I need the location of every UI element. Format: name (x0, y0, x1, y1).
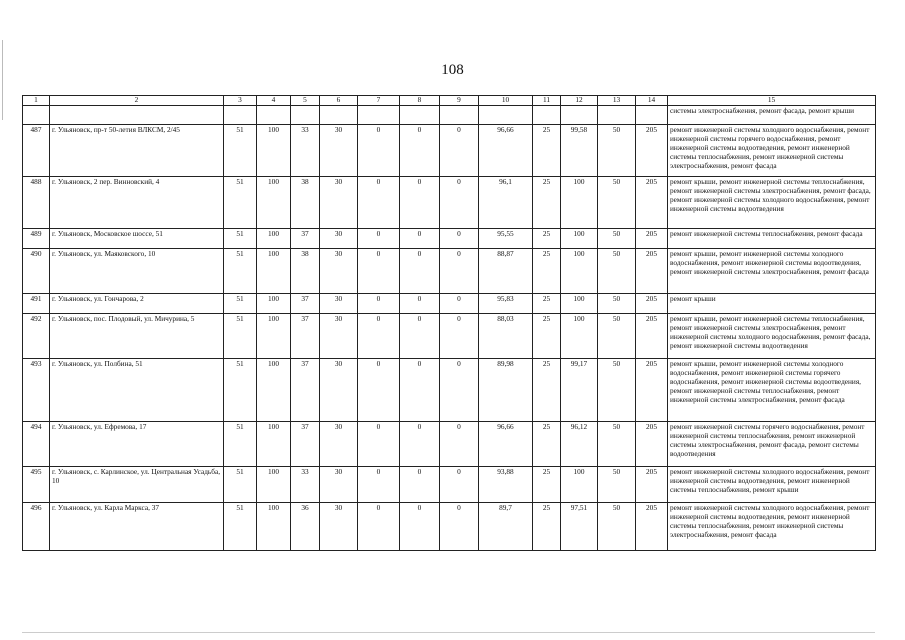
cell-col-4: 100 (257, 314, 291, 359)
cell-col-5: 38 (291, 249, 320, 294)
cell-row-number: 491 (23, 294, 50, 314)
cell-col-9: 0 (440, 125, 479, 177)
cell-col-3: 51 (224, 359, 257, 422)
cell-col-10: 88,03 (479, 314, 533, 359)
cell-col-14: 205 (636, 422, 668, 467)
cell-col-13: 50 (598, 125, 636, 177)
cell-col-9 (440, 106, 479, 125)
cell-col-5: 33 (291, 467, 320, 503)
cell-address: г. Ульяновск, пос. Плодовый, ул. Мичурина, 5 (50, 314, 224, 359)
table-row (23, 125, 876, 177)
cell-col-6: 30 (320, 503, 358, 551)
cell-address (50, 106, 224, 125)
cell-col-7: 0 (358, 359, 400, 422)
cell-col-3: 51 (224, 467, 257, 503)
cell-address: г. Ульяновск, ул. Полбина, 51 (50, 359, 224, 422)
table-row (23, 294, 876, 314)
cell-col-7: 0 (358, 314, 400, 359)
cell-col-12 (561, 106, 598, 125)
cell-col-9: 0 (440, 359, 479, 422)
cell-col-4: 100 (257, 294, 291, 314)
cell-work-types: ремонт инженерной системы холодного водоснабжения, ремонт инженерной системы горячего водоснабжения, ремонт инженерной системы водоотведения, ремонт инженерной системы теплоснабжения, ремонт инженерной системы электроснабжения, ремонт фасада (668, 125, 876, 177)
cell-col-13: 50 (598, 314, 636, 359)
cell-col-12: 99,17 (561, 359, 598, 422)
table-row (23, 314, 876, 359)
cell-work-types: ремонт инженерной системы холодного водоснабжения, ремонт инженерной системы водоотведения, ремонт инженерной системы теплоснабжения, ремонт крыши (668, 467, 876, 503)
cell-col-5 (291, 106, 320, 125)
cell-col-9: 0 (440, 294, 479, 314)
cell-col-7 (358, 106, 400, 125)
cell-col-10: 95,83 (479, 294, 533, 314)
cell-col-12: 100 (561, 314, 598, 359)
cell-col-3 (224, 106, 257, 125)
cell-col-14: 205 (636, 503, 668, 551)
cell-col-10 (479, 106, 533, 125)
cell-col-4: 100 (257, 359, 291, 422)
cell-col-14: 205 (636, 294, 668, 314)
cell-row-number: 494 (23, 422, 50, 467)
cell-address: г. Ульяновск, ул. Гончарова, 2 (50, 294, 224, 314)
cell-col-14 (636, 106, 668, 125)
cell-col-8: 0 (400, 422, 440, 467)
cell-col-12: 100 (561, 294, 598, 314)
cell-address: г. Ульяновск, Московское шоссе, 51 (50, 229, 224, 249)
cell-col-11: 25 (533, 314, 561, 359)
cell-col-11: 25 (533, 294, 561, 314)
column-header-14: 14 (636, 96, 668, 106)
cell-col-6: 30 (320, 359, 358, 422)
cell-row-number: 488 (23, 177, 50, 229)
cell-col-8: 0 (400, 249, 440, 294)
cell-col-10: 93,88 (479, 467, 533, 503)
cell-col-12: 100 (561, 177, 598, 229)
cell-col-9: 0 (440, 177, 479, 229)
cell-col-12: 100 (561, 249, 598, 294)
cell-col-8: 0 (400, 125, 440, 177)
cell-col-7: 0 (358, 294, 400, 314)
cell-work-types: ремонт инженерной системы горячего водоснабжения, ремонт инженерной системы теплоснабжения, ремонт инженерной системы электроснабжения, ремонт фасада, ремонт системы водоотведения (668, 422, 876, 467)
cell-col-6: 30 (320, 177, 358, 229)
cell-col-9: 0 (440, 314, 479, 359)
cell-work-types: ремонт крыши (668, 294, 876, 314)
cell-work-types: ремонт крыши, ремонт инженерной системы теплоснабжения, ремонт инженерной системы электроснабжения, ремонт фасада, ремонт инженерной системы холодного водоснабжения, ремонт инженерной системы водоотведения (668, 177, 876, 229)
cell-work-types: ремонт крыши, ремонт инженерной системы холодного водоснабжения, ремонт инженерной системы водоотведения, ремонт инженерной системы электроснабжения, ремонт фасада (668, 249, 876, 294)
cell-work-types: ремонт крыши, ремонт инженерной системы холодного водоснабжения, ремонт инженерной системы горячего водоснабжения, ремонт инженерной системы водоотведения, ремонт инженерной системы теплоснабжения, ремонт инженерной системы электроснабжения, ремонт фасада (668, 359, 876, 422)
bottom-scan-line (22, 632, 875, 633)
cell-address: г. Ульяновск, пр-т 50-летия ВЛКСМ, 2/45 (50, 125, 224, 177)
column-header-7: 7 (358, 96, 400, 106)
cell-col-4: 100 (257, 422, 291, 467)
column-header-2: 2 (50, 96, 224, 106)
cell-col-13: 50 (598, 229, 636, 249)
table-row (23, 177, 876, 229)
cell-col-11 (533, 106, 561, 125)
column-header-3: 3 (224, 96, 257, 106)
cell-col-7: 0 (358, 503, 400, 551)
cell-col-10: 88,87 (479, 249, 533, 294)
cell-col-14: 205 (636, 177, 668, 229)
cell-col-7: 0 (358, 125, 400, 177)
cell-col-5: 38 (291, 177, 320, 229)
cell-address: г. Ульяновск, ул. Маяковского, 10 (50, 249, 224, 294)
column-header-15: 15 (668, 96, 876, 106)
binding-margin-mark (2, 40, 9, 120)
table-row (23, 467, 876, 503)
table-body (23, 106, 876, 551)
cell-row-number: 489 (23, 229, 50, 249)
cell-col-10: 89,98 (479, 359, 533, 422)
cell-address: г. Ульяновск, с. Карлинское, ул. Центральная Усадьба, 10 (50, 467, 224, 503)
cell-col-6: 30 (320, 314, 358, 359)
table-row (23, 106, 876, 125)
cell-col-13: 50 (598, 503, 636, 551)
cell-row-number: 495 (23, 467, 50, 503)
cell-col-7: 0 (358, 177, 400, 229)
cell-col-8: 0 (400, 294, 440, 314)
cell-col-6: 30 (320, 467, 358, 503)
cell-col-4 (257, 106, 291, 125)
cell-col-14: 205 (636, 125, 668, 177)
cell-col-8: 0 (400, 503, 440, 551)
cell-col-4: 100 (257, 249, 291, 294)
column-header-12: 12 (561, 96, 598, 106)
cell-address: г. Ульяновск, ул. Ефремова, 17 (50, 422, 224, 467)
cell-col-13: 50 (598, 467, 636, 503)
cell-col-8 (400, 106, 440, 125)
cell-col-11: 25 (533, 249, 561, 294)
cell-col-14: 205 (636, 314, 668, 359)
cell-col-8: 0 (400, 229, 440, 249)
cell-col-7: 0 (358, 229, 400, 249)
cell-col-9: 0 (440, 467, 479, 503)
cell-col-6: 30 (320, 229, 358, 249)
cell-col-3: 51 (224, 249, 257, 294)
cell-col-11: 25 (533, 503, 561, 551)
cell-col-6: 30 (320, 125, 358, 177)
cell-col-4: 100 (257, 503, 291, 551)
cell-col-13: 50 (598, 249, 636, 294)
cell-col-11: 25 (533, 467, 561, 503)
cell-col-8: 0 (400, 314, 440, 359)
cell-col-6 (320, 106, 358, 125)
cell-col-10: 96,1 (479, 177, 533, 229)
repair-program-table (22, 95, 876, 551)
cell-row-number (23, 106, 50, 125)
cell-col-4: 100 (257, 467, 291, 503)
cell-work-types: системы электроснабжения, ремонт фасада, ремонт крыши (668, 106, 876, 125)
cell-col-9: 0 (440, 503, 479, 551)
cell-row-number: 490 (23, 249, 50, 294)
cell-col-3: 51 (224, 294, 257, 314)
cell-row-number: 496 (23, 503, 50, 551)
cell-col-10: 96,66 (479, 422, 533, 467)
cell-work-types: ремонт инженерной системы теплоснабжения, ремонт фасада (668, 229, 876, 249)
column-header-13: 13 (598, 96, 636, 106)
table-row (23, 503, 876, 551)
cell-col-7: 0 (358, 249, 400, 294)
cell-work-types: ремонт крыши, ремонт инженерной системы теплоснабжения, ремонт инженерной системы электроснабжения, ремонт инженерной системы холодного водоснабжения, ремонт фасада, ремонт инженерной системы водоотведения (668, 314, 876, 359)
column-header-5: 5 (291, 96, 320, 106)
header-row (23, 96, 876, 106)
cell-col-8: 0 (400, 467, 440, 503)
cell-col-5: 33 (291, 125, 320, 177)
cell-col-5: 36 (291, 503, 320, 551)
cell-work-types: ремонт инженерной системы холодного водоснабжения, ремонт инженерной системы водоотведения, ремонт инженерной системы теплоснабжения, ремонт инженерной системы электроснабжения, ремонт фасада (668, 503, 876, 551)
cell-col-12: 96,12 (561, 422, 598, 467)
cell-col-3: 51 (224, 229, 257, 249)
cell-row-number: 487 (23, 125, 50, 177)
cell-col-3: 51 (224, 177, 257, 229)
cell-col-5: 37 (291, 422, 320, 467)
cell-col-9: 0 (440, 229, 479, 249)
cell-col-13: 50 (598, 359, 636, 422)
cell-col-14: 205 (636, 229, 668, 249)
cell-col-9: 0 (440, 422, 479, 467)
table-row (23, 249, 876, 294)
cell-col-11: 25 (533, 177, 561, 229)
cell-col-4: 100 (257, 229, 291, 249)
column-header-11: 11 (533, 96, 561, 106)
column-header-10: 10 (479, 96, 533, 106)
cell-row-number: 493 (23, 359, 50, 422)
cell-col-10: 95,55 (479, 229, 533, 249)
table-row (23, 422, 876, 467)
column-header-4: 4 (257, 96, 291, 106)
cell-col-4: 100 (257, 125, 291, 177)
table-row (23, 229, 876, 249)
cell-col-11: 25 (533, 229, 561, 249)
cell-col-3: 51 (224, 314, 257, 359)
page-number: 108 (441, 62, 464, 78)
cell-col-4: 100 (257, 177, 291, 229)
cell-col-5: 37 (291, 294, 320, 314)
column-header-1: 1 (23, 96, 50, 106)
cell-col-12: 100 (561, 229, 598, 249)
cell-col-3: 51 (224, 125, 257, 177)
cell-col-6: 30 (320, 249, 358, 294)
cell-col-5: 37 (291, 229, 320, 249)
cell-col-6: 30 (320, 422, 358, 467)
cell-col-14: 205 (636, 249, 668, 294)
column-header-8: 8 (400, 96, 440, 106)
cell-col-7: 0 (358, 422, 400, 467)
cell-col-5: 37 (291, 359, 320, 422)
cell-col-9: 0 (440, 249, 479, 294)
cell-col-13: 50 (598, 294, 636, 314)
cell-col-14: 205 (636, 359, 668, 422)
column-header-6: 6 (320, 96, 358, 106)
cell-col-6: 30 (320, 294, 358, 314)
cell-col-10: 89,7 (479, 503, 533, 551)
cell-address: г. Ульяновск, ул. Карла Маркса, 37 (50, 503, 224, 551)
cell-col-11: 25 (533, 422, 561, 467)
column-header-9: 9 (440, 96, 479, 106)
cell-col-8: 0 (400, 359, 440, 422)
cell-col-12: 99,58 (561, 125, 598, 177)
cell-col-12: 100 (561, 467, 598, 503)
cell-col-8: 0 (400, 177, 440, 229)
cell-col-12: 97,51 (561, 503, 598, 551)
cell-row-number: 492 (23, 314, 50, 359)
cell-col-11: 25 (533, 125, 561, 177)
cell-col-13: 50 (598, 422, 636, 467)
cell-col-7: 0 (358, 467, 400, 503)
table-row (23, 359, 876, 422)
cell-col-13: 50 (598, 177, 636, 229)
cell-col-3: 51 (224, 422, 257, 467)
cell-col-14: 205 (636, 467, 668, 503)
cell-address: г. Ульяновск, 2 пер. Винновский, 4 (50, 177, 224, 229)
cell-col-10: 96,66 (479, 125, 533, 177)
cell-col-5: 37 (291, 314, 320, 359)
cell-col-13 (598, 106, 636, 125)
cell-col-3: 51 (224, 503, 257, 551)
cell-col-11: 25 (533, 359, 561, 422)
